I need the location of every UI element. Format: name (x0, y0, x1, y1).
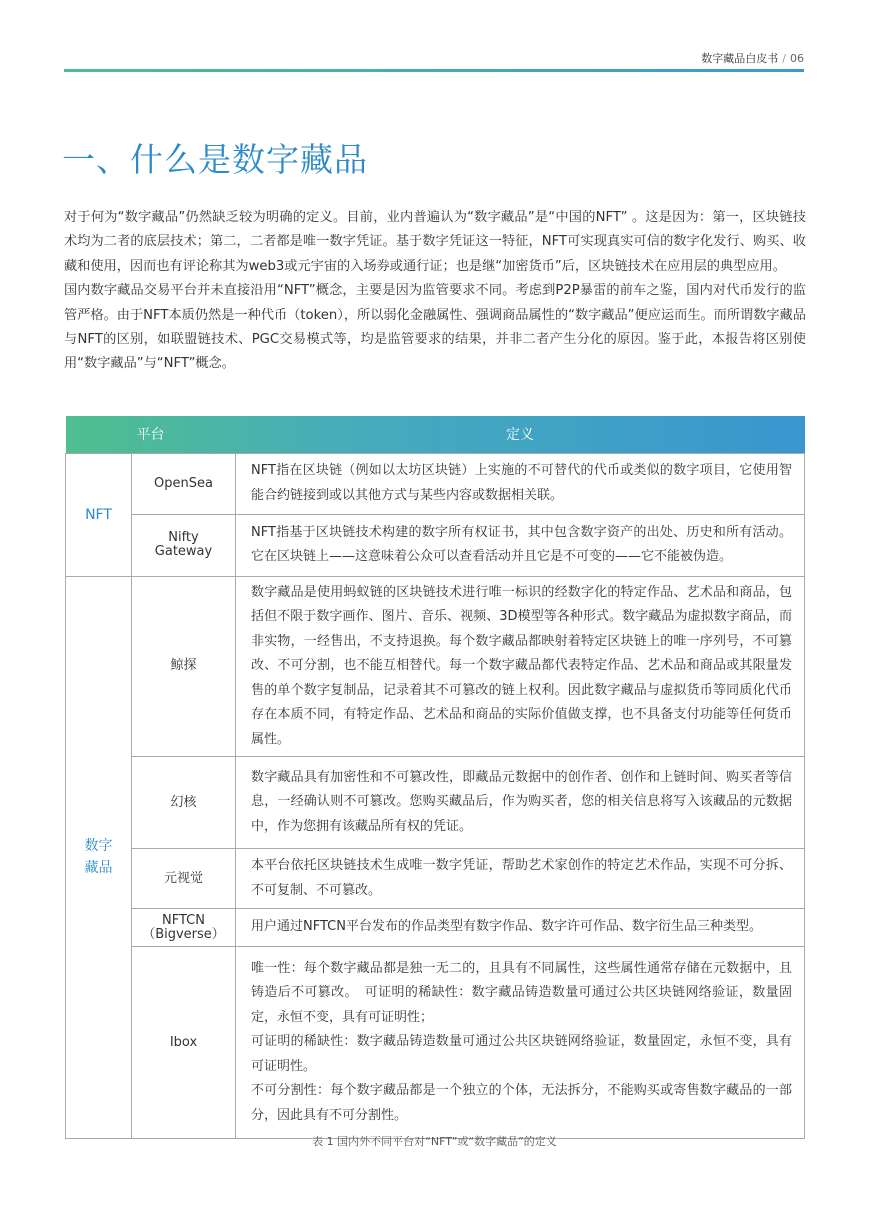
definition-text: 数字藏品具有加密性和不可篡改性，即藏品元数据中的创作者、创作和上链时间、购买者等信息，一经确认则不可篡改。您购买藏品后，作为购买者，您的相关信息将写入该藏品的元数据中，作为您拥有该藏品所有权的凭证。 (251, 769, 792, 834)
table-row (66, 947, 805, 1139)
paragraph: 国内数字藏品交易平台并未直接沿用“NFT”概念，主要是因为监管要求不同。考虑到P2P暴雷的前车之鉴，国内对代币发行的监管严格。由于NFT本质仍然是一种代币（token），所以弱化金融属性、强调商品属性的“数字藏品”便应运而生。而所谓数字藏品与NFT的区别，如联盟链技术、PGC交易模式等，均是监管要求的结果，并非二者产生分化的原因。鉴于此，本报告将区别使用“数字藏品”与“NFT”概念。 (64, 283, 806, 372)
platform-cell (132, 757, 236, 849)
platform-name-line: 元视觉 (163, 870, 203, 886)
document-title: 数字藏品白皮书 (701, 52, 779, 65)
platform-cell (132, 576, 236, 757)
definition-cell (236, 453, 805, 514)
group-label (66, 576, 132, 1139)
definition-text: 唯一性：每个数字藏品都是独一无二的，且具有不同属性，这些属性通常存储在元数据中，且铸造后不可篡改。 可证明的稀缺性：数字藏品铸造数量可通过公共区块链网络验证，数量固定，永恒不变，具有可证明性； (251, 960, 792, 1025)
platform-name-line: （Bigverse） (142, 926, 225, 942)
header-rule (64, 69, 804, 72)
platform-name-line: 幻核 (170, 794, 197, 810)
platform-name-line: OpenSea (154, 475, 213, 491)
paragraph: 对于何为“数字藏品”仍然缺乏较为明确的定义。目前，业内普遍认为“数字藏品”是“中国的NFT” 。这是因为：第一，区块链技术均为二者的底层技术；第二，二者都是唯一数字凭证。基于数字凭证这一特征，NFT可实现真实可信的数字化发行、购买、收藏和使用，因而也有评论称其为web3或元宇宙的入场券或通行证；也是继“加密货币”后，区块链技术在应用层的典型应用。 (64, 210, 806, 274)
section-title: 一、什么是数字藏品 (62, 140, 368, 179)
header-definition: 定义 (506, 427, 534, 444)
definition-table (65, 416, 805, 1139)
table-row (66, 849, 805, 909)
definition-text: 用户通过NFTCN平台发布的作品类型有数字作品、数字许可作品、数字衍生品三种类型。 (251, 919, 762, 935)
platform-name-line: 鲸探 (170, 658, 197, 674)
table-row (66, 453, 805, 514)
platform-name-line: Gateway (154, 544, 213, 559)
definition-cell (236, 909, 805, 947)
table-row (66, 514, 805, 576)
table-row (66, 909, 805, 947)
group-label (66, 453, 132, 576)
platform-name-line: Nifty (168, 530, 199, 545)
definition-text: NFT指在区块链（例如以太坊区块链）上实施的不可替代的代币或类似的数字项目，它使用智能合约链接到或以其他方式与某些内容或数据相关联。 (251, 463, 792, 503)
table-header-row (66, 416, 805, 453)
running-header (701, 50, 804, 66)
group-label-line: 数字 (84, 838, 113, 855)
table-row (66, 757, 805, 849)
platform-cell (132, 453, 236, 514)
page-header (64, 50, 804, 72)
definition-text: 数字藏品是使用蚂蚁链的区块链技术进行唯一标识的经数字化的特定作品、艺术品和商品，包括但不限于数字画作、图片、音乐、视频、3D模型等各种形式。数字藏品为虚拟数字商品，而非实物，一经售出，不支持退换。每个数字藏品都映射着特定区块链上的唯一序列号，不可篡改、不可分割，也不能互相替代。每一个数字藏品都代表特定作品、艺术品和商品或其限量发售的单个数字复制品，记录着其不可篡改的链上权利。因此数字藏品与虚拟货币等同质化代币存在本质不同，有特定作品、艺术品和商品的实际价值做支撑，也不具备支付功能等任何货币属性。 (251, 584, 792, 747)
definition-text: 可证明的稀缺性：数字藏品铸造数量可通过公共区块链网络验证，数量固定，永恒不变，具有可证明性。 (251, 1034, 792, 1074)
table-caption: 表 1 国内外不同平台对“NFT”或“数字藏品”的定义 (312, 1135, 557, 1148)
definition-cell (236, 576, 805, 757)
group-label-line: 藏品 (84, 860, 113, 877)
platform-cell (132, 947, 236, 1139)
definition-text: 不可分割性：每个数字藏品都是一个独立的个体，无法拆分，不能购买或寄售数字藏品的一部分，因此具有不可分割性。 (251, 1083, 792, 1123)
definition-text: NFT指基于区块链技术构建的数字所有权证书，其中包含数字资产的出处、历史和所有活动。它在区块链上——这意味着公众可以查看活动并且它是不可变的——它不能被伪造。 (251, 524, 792, 564)
definition-text: 本平台依托区块链技术生成唯一数字凭证，帮助艺术家创作的特定艺术作品，实现不可分拆、不可复制、不可篡改。 (251, 858, 792, 898)
platform-cell (132, 849, 236, 909)
platform-cell (132, 514, 236, 576)
definition-cell (236, 947, 805, 1139)
header-platform: 平台 (136, 427, 165, 444)
platform-name-line: Ibox (169, 1034, 198, 1050)
page-number: 06 (790, 52, 804, 65)
header-separator: / (782, 52, 786, 65)
table-row (66, 576, 805, 757)
definition-cell (236, 849, 805, 909)
definition-cell (236, 514, 805, 576)
platform-name-line: NFTCN (162, 912, 205, 928)
body-text (64, 206, 806, 377)
platform-cell (132, 909, 236, 947)
group-label-line: NFT (85, 506, 112, 523)
definition-cell (236, 757, 805, 849)
